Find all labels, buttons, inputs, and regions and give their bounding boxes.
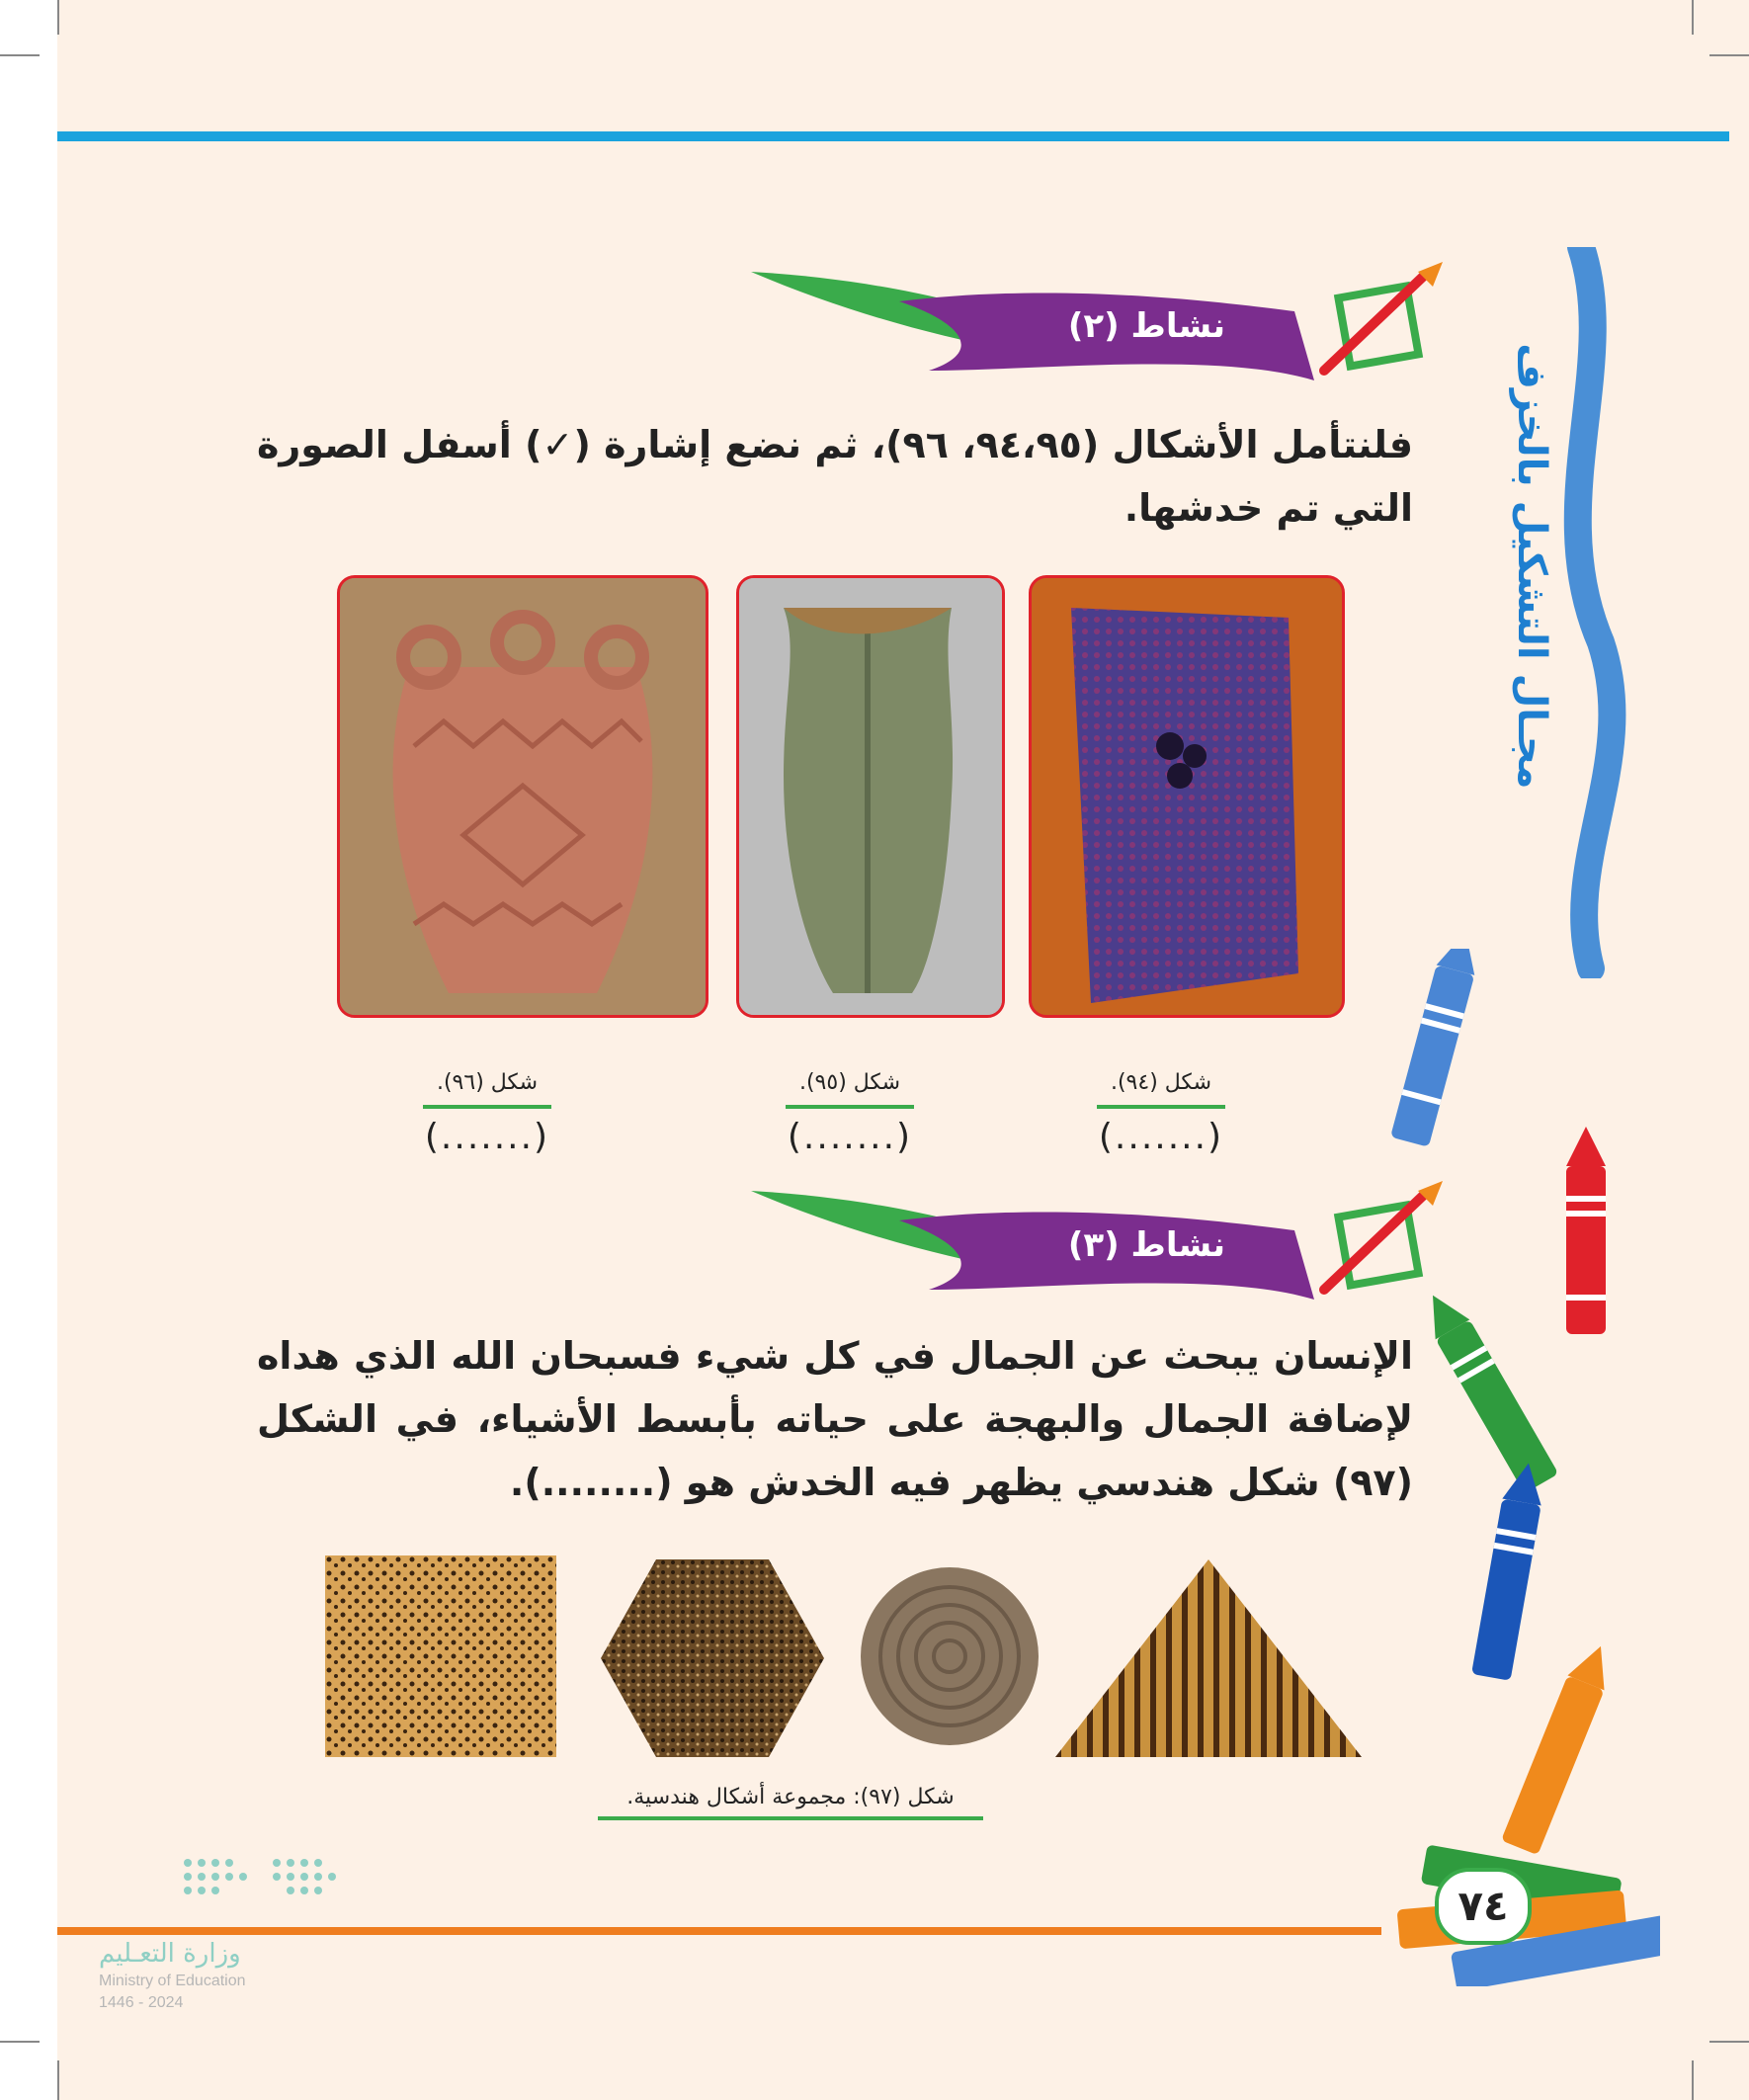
figure-94-underline [1097,1105,1225,1109]
figure-97-underline [598,1816,983,1820]
activity2-label: نشاط (٢) [1067,306,1225,346]
figure-95-underline [786,1105,914,1109]
crop-mark [1709,2041,1749,2043]
figure-95-caption: شكل (٩٥). [798,1070,901,1095]
figure-97-caption: شكل (٩٧): مجموعة أشكال هندسية. [626,1785,955,1809]
crop-mark [57,0,59,35]
figure-96-photo [337,575,708,1018]
circle-spiral-shape [858,1561,1041,1751]
ministry-year: 2024 - 1446 [99,1994,184,2011]
activity3-label: نشاط (٣) [1067,1225,1225,1265]
hexagon-shape [601,1559,824,1757]
crop-mark [0,54,40,56]
figure-96-answer-blank[interactable]: (.......) [424,1117,550,1157]
activity3-text: الإنسان يبحث عن الجمال في كل شيء فسبحان الله الذي هداه لإضافة الجمال والبهجة على حياته بأبسط الأشياء، في الشكل (٩٧) شكل هندسي يظهر فيه الخدش هو (........). [257,1334,1413,1504]
square-dotted-shape [325,1555,556,1757]
crop-mark [57,2060,59,2100]
ministry-logo-dots [178,1853,346,1912]
figure-95-answer-blank[interactable]: (.......) [787,1117,913,1157]
crop-mark [0,2041,40,2043]
figure-94-caption: شكل (٩٤). [1110,1070,1212,1095]
figure-96-caption: شكل (٩٦). [436,1070,539,1095]
crop-mark [1692,2060,1694,2100]
ministry-name-ar: وزارة التعـليم [99,1939,241,1969]
activity2-text: فلنتأمل الأشكال (٩٤،٩٥، ٩٦)، ثم نضع إشارة (✓) أسفل الصورة التي تم خدشها. [257,423,1413,530]
figure-94-answer-blank[interactable]: (.......) [1098,1117,1224,1157]
bottom-accent-bar [57,1927,1381,1935]
ministry-name-en: Ministry of Education [99,1973,246,1989]
activity2-banner [741,262,1453,400]
figure-94-photo [1029,575,1345,1018]
side-title [1492,247,1571,889]
figure-96-underline [423,1105,551,1109]
side-title-text: مجـال التشكيل بالخزف [1509,343,1554,790]
figure-95-photo [736,575,1005,1018]
triangle-shape [1055,1559,1362,1757]
crop-mark [1692,0,1694,35]
crop-mark [1709,54,1749,56]
top-accent-bar [57,131,1729,141]
page-number: ٧٤ [1435,1868,1532,1945]
activity3-banner [741,1181,1453,1319]
